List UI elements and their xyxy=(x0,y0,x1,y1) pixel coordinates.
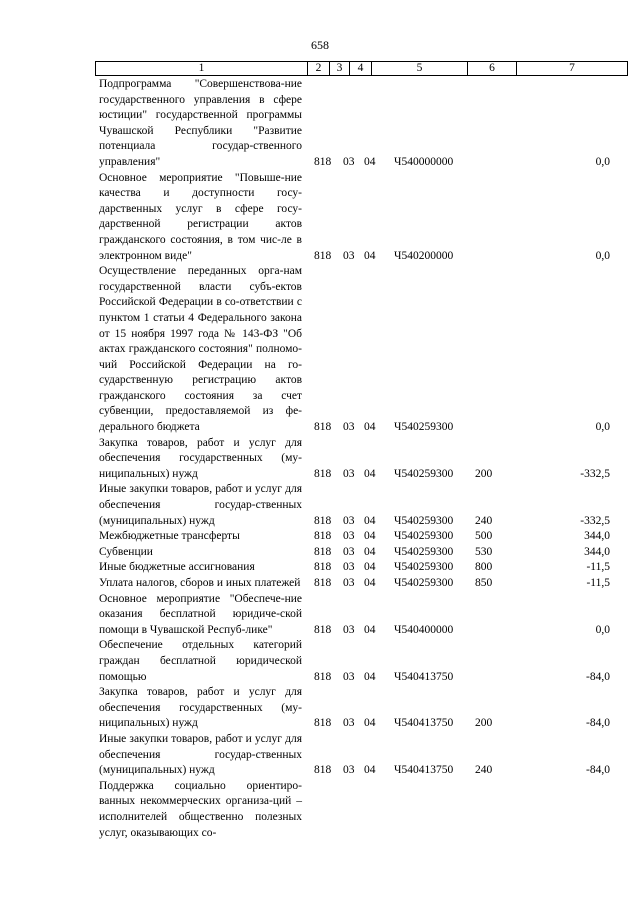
row-description: Основное мероприятие "Повыше-ние качества и доступности госу-дарственных услуг в сфере госу-дарственной регистрации актов гражданского состояния, в том чис-ле в электронном виде" xyxy=(99,171,302,262)
row-code-6: 200 xyxy=(475,467,493,480)
row-code-3: 03 xyxy=(343,764,355,777)
row-code-3: 03 xyxy=(343,670,355,683)
row-code-5: Ч540259300 xyxy=(394,530,454,543)
row-code-5: Ч540413750 xyxy=(394,717,454,730)
row-code-4: 04 xyxy=(364,561,376,574)
row-code-4: 04 xyxy=(364,155,376,168)
table-row xyxy=(0,576,640,592)
table-row xyxy=(0,779,640,841)
row-code-5: Ч540200000 xyxy=(394,249,454,262)
table-row xyxy=(0,171,640,265)
row-code-3: 03 xyxy=(343,717,355,730)
column-header-3: 3 xyxy=(330,62,350,75)
row-amount: 344,0 xyxy=(584,545,610,558)
row-code-5: Ч540259300 xyxy=(394,467,454,480)
column-header-2: 2 xyxy=(308,62,330,75)
row-description: Основное мероприятие "Обеспече-ние оказания бесплатной юридиче-ской помощи в Чувашской Респуб-лике" xyxy=(99,592,302,636)
row-code-4: 04 xyxy=(364,514,376,527)
table-row xyxy=(0,592,640,639)
table-row xyxy=(0,560,640,576)
row-code-3: 03 xyxy=(343,421,355,434)
table-row xyxy=(0,638,640,685)
column-header-6: 6 xyxy=(468,62,517,75)
column-header-5: 5 xyxy=(372,62,468,75)
row-code-5: Ч540000000 xyxy=(394,155,454,168)
row-description: Подпрограмма "Совершенствова-ние государственного управления в сфере юстиции" государственной программы Чувашской Республики "Развитие потенциала государ-ственного управления" xyxy=(99,78,302,168)
row-description: Поддержка социально ориентиро-ванных некоммерческих организа-ций – исполнителей общественно полезных услуг, оказывающих со- xyxy=(99,779,302,839)
row-code-4: 04 xyxy=(364,623,376,636)
row-amount: 0,0 xyxy=(595,249,610,262)
row-amount: 0,0 xyxy=(595,421,610,434)
page-number: 658 xyxy=(311,38,329,52)
row-code-2: 818 xyxy=(314,421,332,434)
row-code-2: 818 xyxy=(314,623,332,636)
row-code-2: 818 xyxy=(314,764,332,777)
row-code-6: 200 xyxy=(475,717,493,730)
row-description: Закупка товаров, работ и услуг для обеспечения государственных (му-ниципальных) нужд xyxy=(99,686,302,730)
row-amount: -332,5 xyxy=(580,467,610,480)
row-amount: -11,5 xyxy=(586,577,610,589)
table-row xyxy=(0,545,640,561)
row-code-4: 04 xyxy=(364,545,376,558)
table-row xyxy=(0,77,640,171)
row-description: Обеспечение отдельных категорий граждан бесплатной юридической помощью xyxy=(99,639,302,683)
row-code-5: Ч540259300 xyxy=(394,577,454,589)
table-body xyxy=(0,77,640,841)
table-row xyxy=(0,436,640,483)
row-code-6: 500 xyxy=(475,530,493,543)
row-description: Межбюджетные трансферты xyxy=(99,530,240,543)
row-code-6: 800 xyxy=(475,561,493,574)
row-amount: 344,0 xyxy=(584,530,610,543)
row-code-6: 240 xyxy=(475,764,493,777)
row-code-5: Ч540259300 xyxy=(394,514,454,527)
table-row xyxy=(0,685,640,732)
row-description: Иные закупки товаров, работ и услуг для обеспечения государ-ственных (муниципальных) нужд xyxy=(99,732,302,777)
row-amount: -84,0 xyxy=(586,764,610,777)
row-code-6: 240 xyxy=(475,514,493,527)
row-code-6: 530 xyxy=(475,545,493,558)
row-code-5: Ч540413750 xyxy=(394,764,454,777)
row-code-3: 03 xyxy=(343,467,355,480)
row-description: Иные закупки товаров, работ и услуг для обеспечения государ-ственных (муниципальных) нужд xyxy=(99,483,302,527)
row-amount: -332,5 xyxy=(580,514,610,527)
row-description: Осуществление переданных орга-нам государственной власти субъ-ектов Российской Федерации в со-ответствии с пунктом 1 статьи 4 Федерального закона от 15 ноября 1997 года № 143-ФЗ "Об актах гражданского состояния" полномо-чий Российской Федерации на го-сударственную регистрацию актов гражданского состояния за счет субвенции, предоставляемой из фе-дерального бюджета xyxy=(99,265,302,434)
table-header xyxy=(95,61,628,76)
row-code-3: 03 xyxy=(343,155,355,168)
row-code-4: 04 xyxy=(364,530,376,543)
row-code-2: 818 xyxy=(314,155,332,168)
row-code-4: 04 xyxy=(364,577,376,589)
row-code-5: Ч540259300 xyxy=(394,421,454,434)
row-amount: 0,0 xyxy=(595,623,610,636)
row-code-2: 818 xyxy=(314,514,332,527)
column-header-1: 1 xyxy=(96,62,308,75)
row-code-4: 04 xyxy=(364,249,376,262)
row-code-5: Ч540259300 xyxy=(394,545,454,558)
row-code-3: 03 xyxy=(343,623,355,636)
row-code-3: 03 xyxy=(343,514,355,527)
row-code-4: 04 xyxy=(364,717,376,730)
row-code-5: Ч540259300 xyxy=(394,561,454,574)
row-amount: -84,0 xyxy=(586,670,610,683)
table-row xyxy=(0,482,640,529)
row-code-2: 818 xyxy=(314,577,332,589)
row-code-3: 03 xyxy=(343,530,355,543)
row-code-4: 04 xyxy=(364,421,376,434)
row-description: Уплата налогов, сборов и иных платежей xyxy=(99,577,301,589)
row-code-2: 818 xyxy=(314,561,332,574)
row-amount: -84,0 xyxy=(586,717,610,730)
row-code-4: 04 xyxy=(364,467,376,480)
row-code-2: 818 xyxy=(314,717,332,730)
table-row xyxy=(0,732,640,779)
row-code-5: Ч540413750 xyxy=(394,670,454,683)
row-amount: 0,0 xyxy=(595,155,610,168)
row-code-6: 850 xyxy=(475,577,493,589)
table-row xyxy=(0,529,640,545)
row-code-5: Ч540400000 xyxy=(394,623,454,636)
row-code-2: 818 xyxy=(314,249,332,262)
row-description: Иные бюджетные ассигнования xyxy=(99,561,255,574)
row-code-4: 04 xyxy=(364,764,376,777)
row-code-3: 03 xyxy=(343,577,355,589)
row-description: Субвенции xyxy=(99,545,153,558)
row-code-2: 818 xyxy=(314,467,332,480)
column-header-4: 4 xyxy=(350,62,372,75)
row-code-3: 03 xyxy=(343,249,355,262)
row-code-3: 03 xyxy=(343,545,355,558)
row-amount: -11,5 xyxy=(586,561,610,574)
row-description: Закупка товаров, работ и услуг для обеспечения государственных (му-ниципальных) нужд xyxy=(99,436,302,480)
row-code-2: 818 xyxy=(314,545,332,558)
column-header-7: 7 xyxy=(569,62,575,74)
table-row xyxy=(0,264,640,436)
row-code-2: 818 xyxy=(314,670,332,683)
row-code-4: 04 xyxy=(364,670,376,683)
row-code-3: 03 xyxy=(343,561,355,574)
row-code-2: 818 xyxy=(314,530,332,543)
